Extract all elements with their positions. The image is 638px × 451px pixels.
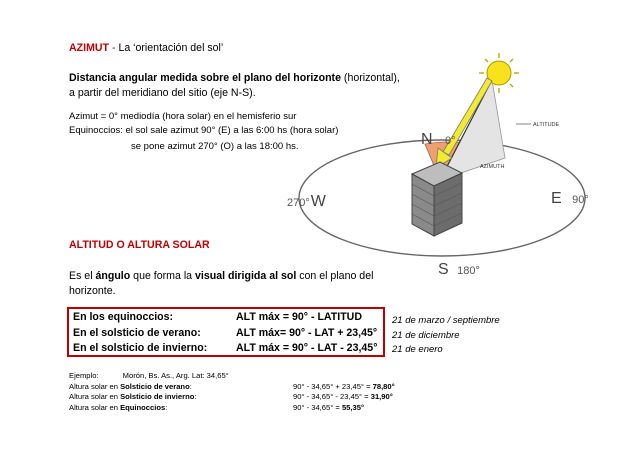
- example-prefix: Altura solar en: [69, 392, 121, 401]
- altitud-text-bold-angle: ángulo: [95, 270, 131, 282]
- example-calc: 90° - 34,65° + 23,45° =: [293, 381, 373, 391]
- north-marker: [421, 131, 456, 149]
- west-degrees: 270°: [287, 197, 310, 209]
- date-summer: 21 de diciembre: [392, 330, 460, 341]
- formula-winter: ALT máx = 90° - LAT - 23,45°: [236, 342, 378, 354]
- example-case: Equinoccios: [120, 402, 166, 412]
- azimut-def-line2: a partir del meridiano del sitio (eje N-S).: [69, 87, 256, 99]
- example-result: 78,80°: [372, 381, 395, 391]
- south-letter: S: [438, 261, 449, 278]
- example-case: Solsticio de verano: [120, 381, 190, 391]
- example-calc: 90° - 34,65° =: [293, 402, 342, 412]
- formula-label-summer: En el solsticio de verano:: [73, 327, 201, 339]
- example-location: Morón, Bs. As., Arg. Lat: 34,65°: [122, 371, 229, 380]
- example-calc: 90° - 34,65° - 23,45° =: [293, 392, 371, 401]
- example-suffix: :: [194, 392, 197, 401]
- south-degrees: 180°: [457, 265, 480, 277]
- example-label: Ejemplo:: [69, 371, 99, 380]
- azimut-heading: [69, 41, 223, 56]
- azimuth-label: AZIMUTH: [480, 164, 505, 170]
- azimut-note-3: se pone azimut 270° (O) a las 18:00 hs.: [131, 141, 299, 152]
- azimut-def-rest: (horizontal),: [340, 72, 400, 84]
- table-row: [69, 382, 395, 393]
- east-marker: [551, 190, 589, 208]
- formula-equinox: ALT máx = 90° - LATITUD: [236, 311, 362, 323]
- example-suffix: :: [189, 381, 192, 391]
- example-header: [69, 371, 395, 382]
- azimut-title: AZIMUT: [69, 42, 110, 54]
- table-row: [69, 392, 395, 403]
- azimut-note-1: Azimut = 0° mediodía (hora solar) en el hemisferio sur: [69, 111, 297, 122]
- south-marker: [438, 261, 480, 279]
- altitud-text-a: Es el: [69, 270, 96, 282]
- formula-label-winter: En el solsticio de invierno:: [73, 342, 208, 354]
- building-icon: [412, 162, 462, 236]
- altitud-title: ALTITUD O ALTURA SOLAR: [69, 239, 210, 251]
- table-row: [69, 403, 395, 414]
- west-marker: [287, 193, 326, 211]
- altitud-text-bold-visual: visual dirigida al sol: [195, 270, 297, 282]
- example-suffix: :: [165, 402, 168, 412]
- altitud-text-e: con el plano del: [296, 270, 374, 282]
- date-equinox: 21 de marzo / septiembre: [392, 315, 500, 326]
- east-letter: E: [551, 190, 562, 207]
- altitud-text-line2: horizonte.: [69, 285, 116, 297]
- formula-row: [73, 310, 173, 325]
- altitud-text-c: que forma la: [130, 270, 196, 282]
- azimut-def-bold: Distancia angular medida sobre el plano del horizonte: [69, 72, 341, 84]
- azimut-title-sep: -: [109, 42, 119, 54]
- date-winter: 21 de enero: [392, 344, 443, 355]
- example-case: Solsticio de invierno: [120, 392, 195, 401]
- example-result: 55,35°: [341, 402, 364, 412]
- azimut-note-2: Equinoccios: el sol sale azimut 90° (E) a las 6:00 hs (hora solar): [69, 125, 339, 136]
- sun-position-diagram: [280, 40, 630, 280]
- altitude-label: ALTITUDE: [533, 122, 560, 128]
- example-prefix: Altura solar en: [69, 402, 121, 412]
- example-table: [69, 382, 395, 414]
- formula-label-equinox: En los equinoccios:: [73, 311, 174, 323]
- west-letter: W: [310, 193, 326, 210]
- east-degrees: 90°: [572, 194, 589, 206]
- example-block: [69, 371, 395, 413]
- altitud-definition: [69, 269, 399, 299]
- example-prefix: Altura solar en: [69, 381, 121, 391]
- azimut-subtitle: La ‘orientación del sol’: [118, 42, 224, 54]
- example-result: 31,90°: [370, 392, 393, 401]
- formula-summer: ALT máx= 90° - LAT + 23,45°: [236, 327, 378, 339]
- north-degrees: 0°: [445, 135, 456, 147]
- north-letter: N: [421, 131, 433, 148]
